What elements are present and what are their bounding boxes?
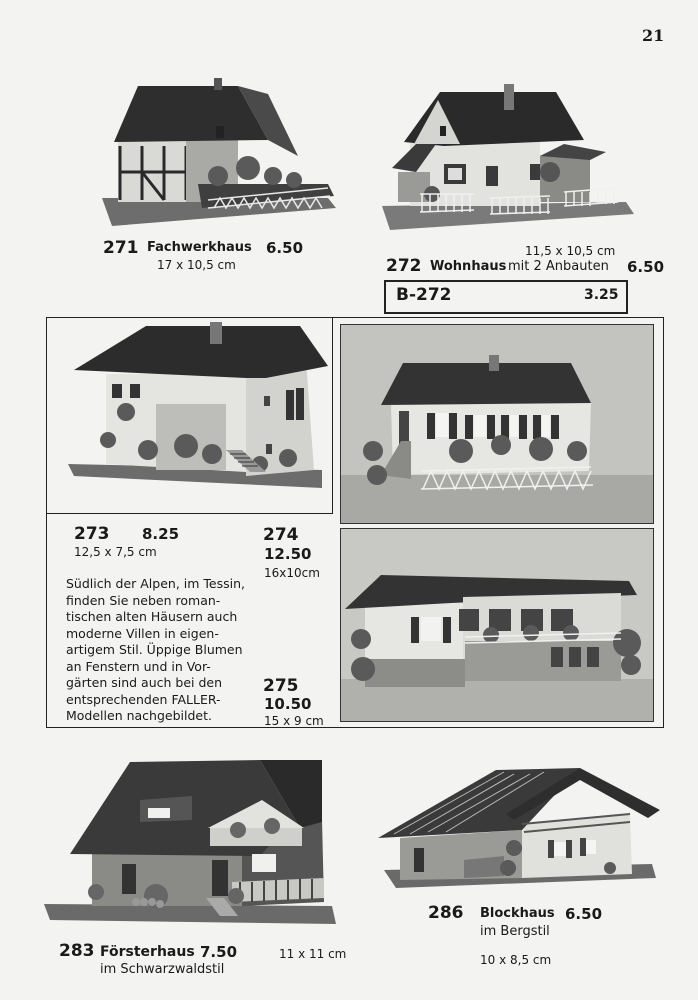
model-283-number: 283 bbox=[59, 941, 95, 961]
model-274-size: 16x10cm bbox=[264, 566, 320, 580]
model-274-photo bbox=[340, 324, 654, 524]
model-273-size: 12,5 x 7,5 cm bbox=[74, 545, 157, 559]
b-272-number: B-272 bbox=[396, 285, 452, 305]
model-286-name: Blockhaus bbox=[480, 906, 555, 921]
model-273-price: 8.25 bbox=[142, 525, 180, 543]
model-286-subtitle: im Bergstil bbox=[480, 924, 550, 939]
model-272-name: Wohnhaus bbox=[430, 259, 507, 274]
model-275-size: 15 x 9 cm bbox=[264, 714, 324, 728]
model-275-number: 275 bbox=[263, 676, 299, 696]
b-272-price: 3.25 bbox=[584, 287, 619, 303]
model-283-name: Försterhaus bbox=[100, 944, 195, 960]
model-274-price: 12.50 bbox=[264, 545, 312, 563]
model-272-number: 272 bbox=[386, 256, 422, 276]
model-271-number: 271 bbox=[103, 238, 139, 258]
model-272-price: 6.50 bbox=[627, 258, 665, 276]
page-number: 21 bbox=[642, 26, 665, 45]
model-271-name: Fachwerkhaus bbox=[147, 240, 252, 255]
model-273-number: 273 bbox=[74, 524, 110, 544]
model-275-photo bbox=[340, 528, 654, 722]
model-283-size: 11 x 11 cm bbox=[279, 947, 347, 961]
model-274-number: 274 bbox=[263, 525, 299, 545]
model-283-subtitle: im Schwarzwaldstil bbox=[100, 962, 225, 977]
model-273-image bbox=[66, 320, 330, 506]
model-271-price: 6.50 bbox=[266, 239, 304, 257]
model-272-size: 11,5 x 10,5 cm bbox=[525, 244, 616, 258]
model-286-number: 286 bbox=[428, 903, 464, 923]
description-text: Südlich der Alpen, im Tessin, finden Sie neben roman- tischen alten Häusern auch moderne Villen in eigen- artigem Stil. Üppige Blumen an Fenstern und in Vor- gärten sind auch bei den entsprechenden FALLER- Modellen nachgebildet. bbox=[66, 576, 245, 723]
model-286-image bbox=[374, 764, 662, 898]
model-283-image bbox=[42, 756, 346, 932]
model-275-price: 10.50 bbox=[264, 695, 312, 713]
model-283-price: 7.50 bbox=[200, 943, 238, 961]
model-286-price: 6.50 bbox=[565, 905, 603, 923]
model-286-size: 10 x 8,5 cm bbox=[480, 953, 552, 967]
model-271-image bbox=[98, 76, 340, 234]
model-271-size: 17 x 10,5 cm bbox=[157, 258, 236, 272]
model-272-extra: mit 2 Anbauten bbox=[508, 259, 609, 274]
model-272-image bbox=[380, 82, 636, 236]
